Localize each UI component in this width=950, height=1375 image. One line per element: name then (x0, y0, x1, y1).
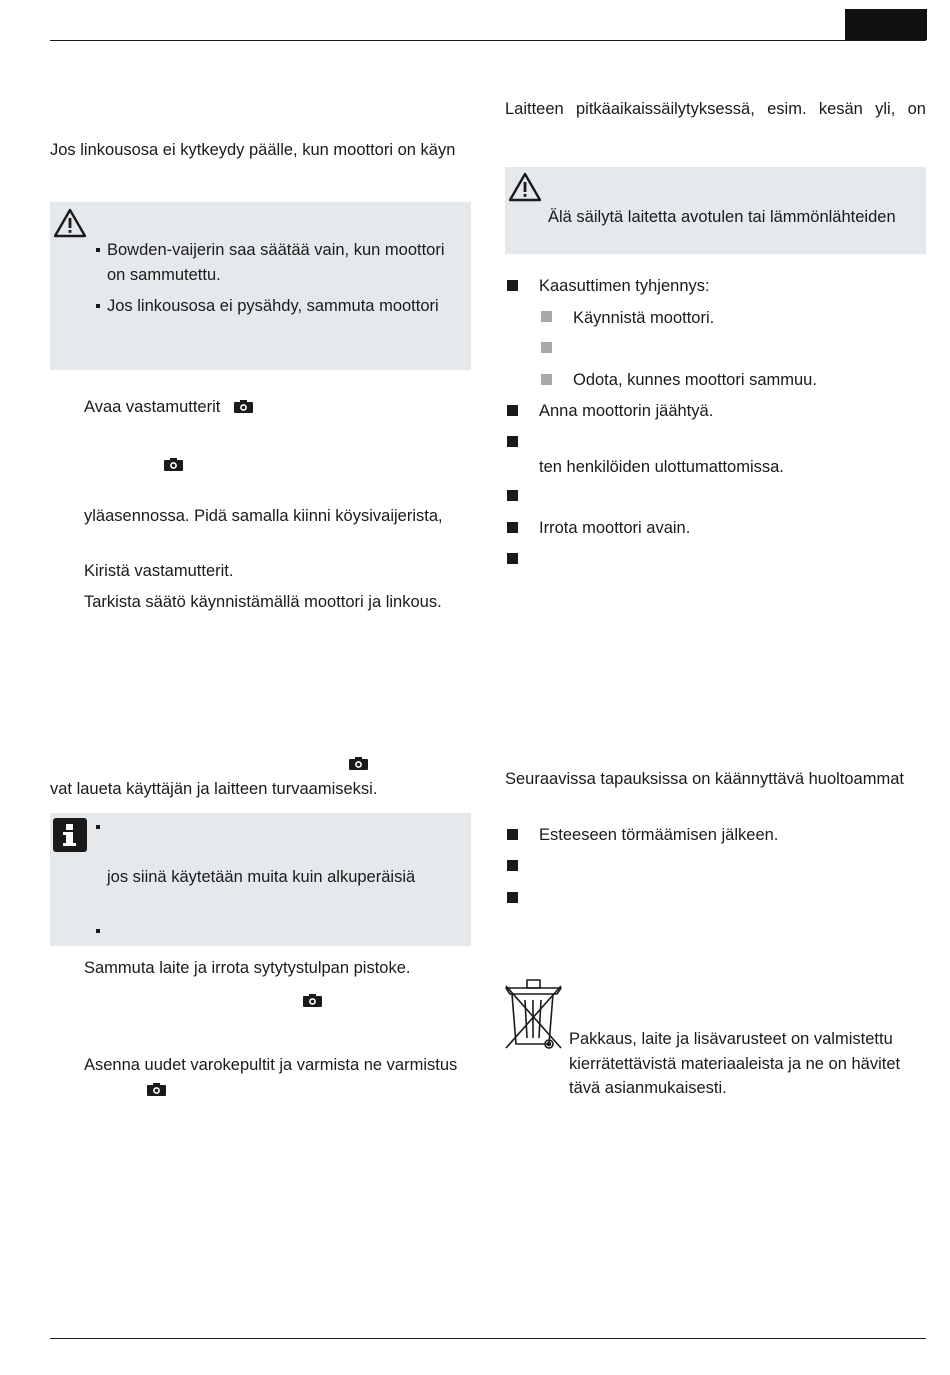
storage-item-reach: ten henkilöiden ulottumattomissa. (539, 458, 784, 476)
paragraph-clutch-intro: Jos linkousosa ei kytkeydy päälle, kun moottori on käyn (50, 141, 456, 159)
storage-item-cool: Anna moottorin jäähtyä. (539, 402, 714, 420)
step-open-locknuts: Avaa vastamutterit (84, 398, 221, 416)
step-install-bolts: Asenna uudet varokepultit ja varmista ne varmistus (84, 1056, 458, 1074)
warning-storage-text: Älä säilytä laitetta avotulen tai lämmönlähteiden (548, 208, 896, 226)
list-bullet (507, 553, 518, 564)
info-icon (53, 818, 87, 852)
camera-icon (303, 994, 322, 1007)
warning-box-storage (505, 167, 926, 254)
storage-item-carburetor: Kaasuttimen tyhjennys: (539, 277, 710, 295)
bullet-dot (96, 825, 100, 829)
step-check-adjustment: Tarkista säätö käynnistämällä moottori ja linkous. (84, 593, 442, 611)
paragraph-storage-intro: Laitteen pitkäaikaissäilytyksessä, esim. kesän yli, on (505, 100, 926, 118)
crossed-out-bin-icon (503, 976, 565, 1052)
step-tighten-locknuts: Kiristä vastamutterit. (84, 562, 234, 580)
warning-box-bowden (50, 202, 471, 370)
list-bullet (507, 280, 518, 291)
bullet-dot (96, 929, 100, 933)
list-bullet (507, 892, 518, 903)
storage-subitem-start: Käynnistä moottori. (573, 309, 715, 327)
storage-item-key: Irrota moottori avain. (539, 519, 691, 537)
warning-triangle-icon (508, 172, 542, 202)
footer-rule (50, 1338, 926, 1339)
paragraph-service: Seuraavissa tapauksissa on käännyttävä huoltoammat (505, 770, 904, 788)
list-bullet (507, 522, 518, 533)
disposal-line-2: kierrätettävistä materiaaleista ja ne on hävitet (569, 1055, 901, 1073)
camera-icon (147, 1083, 166, 1096)
warning-triangle-icon (53, 208, 87, 238)
sub-bullet (541, 374, 552, 385)
disposal-line-3: tävä asianmukaisesti. (569, 1079, 727, 1097)
info-box-shear-bolts (50, 813, 471, 946)
list-bullet (507, 405, 518, 416)
warning-item-2-line-1: Jos linkousosa ei pysähdy, sammuta moottori (107, 297, 439, 315)
header-rule (50, 40, 926, 41)
sub-bullet (541, 311, 552, 322)
bullet-dot (96, 304, 100, 308)
list-bullet (507, 829, 518, 840)
step-switch-off: Sammuta laite ja irrota sytytystulpan pistoke. (84, 959, 411, 977)
list-bullet (507, 490, 518, 501)
paragraph-shear-bolts: vat laueta käyttäjän ja laitteen turvaamiseksi. (50, 780, 378, 798)
storage-subitem-wait: Odota, kunnes moottori sammuu. (573, 371, 817, 389)
warning-item-1-line-2: on sammutettu. (107, 266, 221, 284)
service-item-collision: Esteeseen törmäämisen jälkeen. (539, 826, 779, 844)
page-number-tab (845, 9, 927, 40)
warning-item-1-line-1: Bowden-vaijerin saa säätää vain, kun moottori (107, 241, 445, 259)
camera-icon (349, 757, 368, 770)
camera-icon (234, 400, 253, 413)
list-bullet (507, 436, 518, 447)
list-bullet (507, 860, 518, 871)
step-upper-position: yläasennossa. Pidä samalla kiinni köysivaijerista, (84, 507, 443, 525)
disposal-line-1: Pakkaus, laite ja lisävarusteet on valmistettu (569, 1030, 893, 1048)
info-text: jos siinä käytetään muita kuin alkuperäisiä (107, 868, 416, 886)
bullet-dot (96, 248, 100, 252)
camera-icon (164, 458, 183, 471)
sub-bullet (541, 342, 552, 353)
